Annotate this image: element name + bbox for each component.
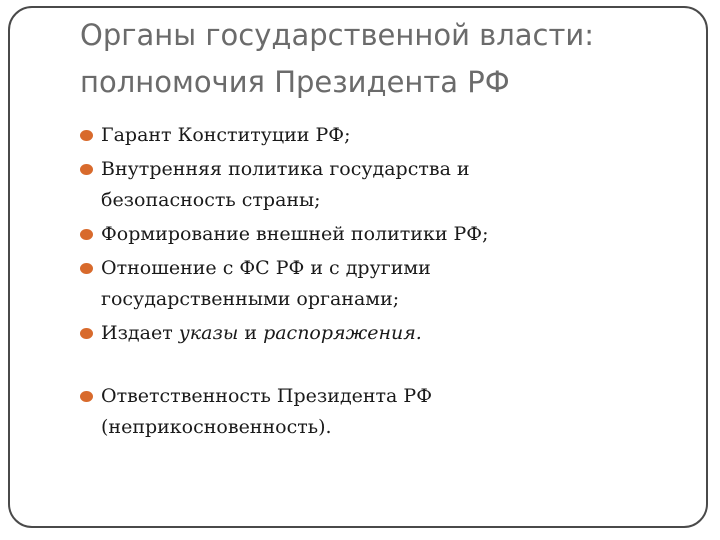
bullet-text: [101, 318, 680, 349]
bullet-text-part: и: [238, 322, 264, 344]
bullet-text: Внутренняя политика государства и: [101, 158, 470, 180]
bullet-item: [80, 381, 680, 443]
bullet-text: Ответственность Президента РФ: [101, 385, 432, 407]
bullet-text-part: Издает: [101, 322, 179, 344]
bullet-text: государственными органами;: [101, 288, 400, 310]
bullet-item: [80, 219, 680, 250]
bullet-dot-icon: [80, 391, 93, 402]
bullet-text: Формирование внешней политики РФ;: [101, 223, 489, 245]
bullet-text: Гарант Конституции РФ;: [101, 124, 351, 146]
slide-title: [80, 12, 690, 106]
bullet-dot-icon: [80, 130, 93, 141]
bullet-dot-icon: [80, 328, 93, 339]
bullet-text: (неприкосновенность).: [101, 416, 332, 438]
bullet-dot-icon: [80, 229, 93, 240]
bullet-text-italic: указы: [178, 322, 239, 344]
bullet-text: Отношение с ФС РФ и с другими: [101, 257, 431, 279]
bullet-item: [80, 253, 680, 315]
bullet-dot-icon: [80, 164, 93, 175]
slide-title-line-1: Органы государственной власти:: [80, 18, 594, 52]
slide-title-line-2: полномочия Президента РФ: [80, 65, 510, 99]
bullet-text: безопасность страны;: [101, 189, 321, 211]
bullet-item: [80, 154, 680, 216]
bullet-item: [80, 120, 680, 151]
bullet-text-italic: распоряжения.: [263, 322, 422, 344]
bullet-list: [80, 120, 680, 446]
bullet-item: [80, 318, 680, 349]
bullet-dot-icon: [80, 263, 93, 274]
